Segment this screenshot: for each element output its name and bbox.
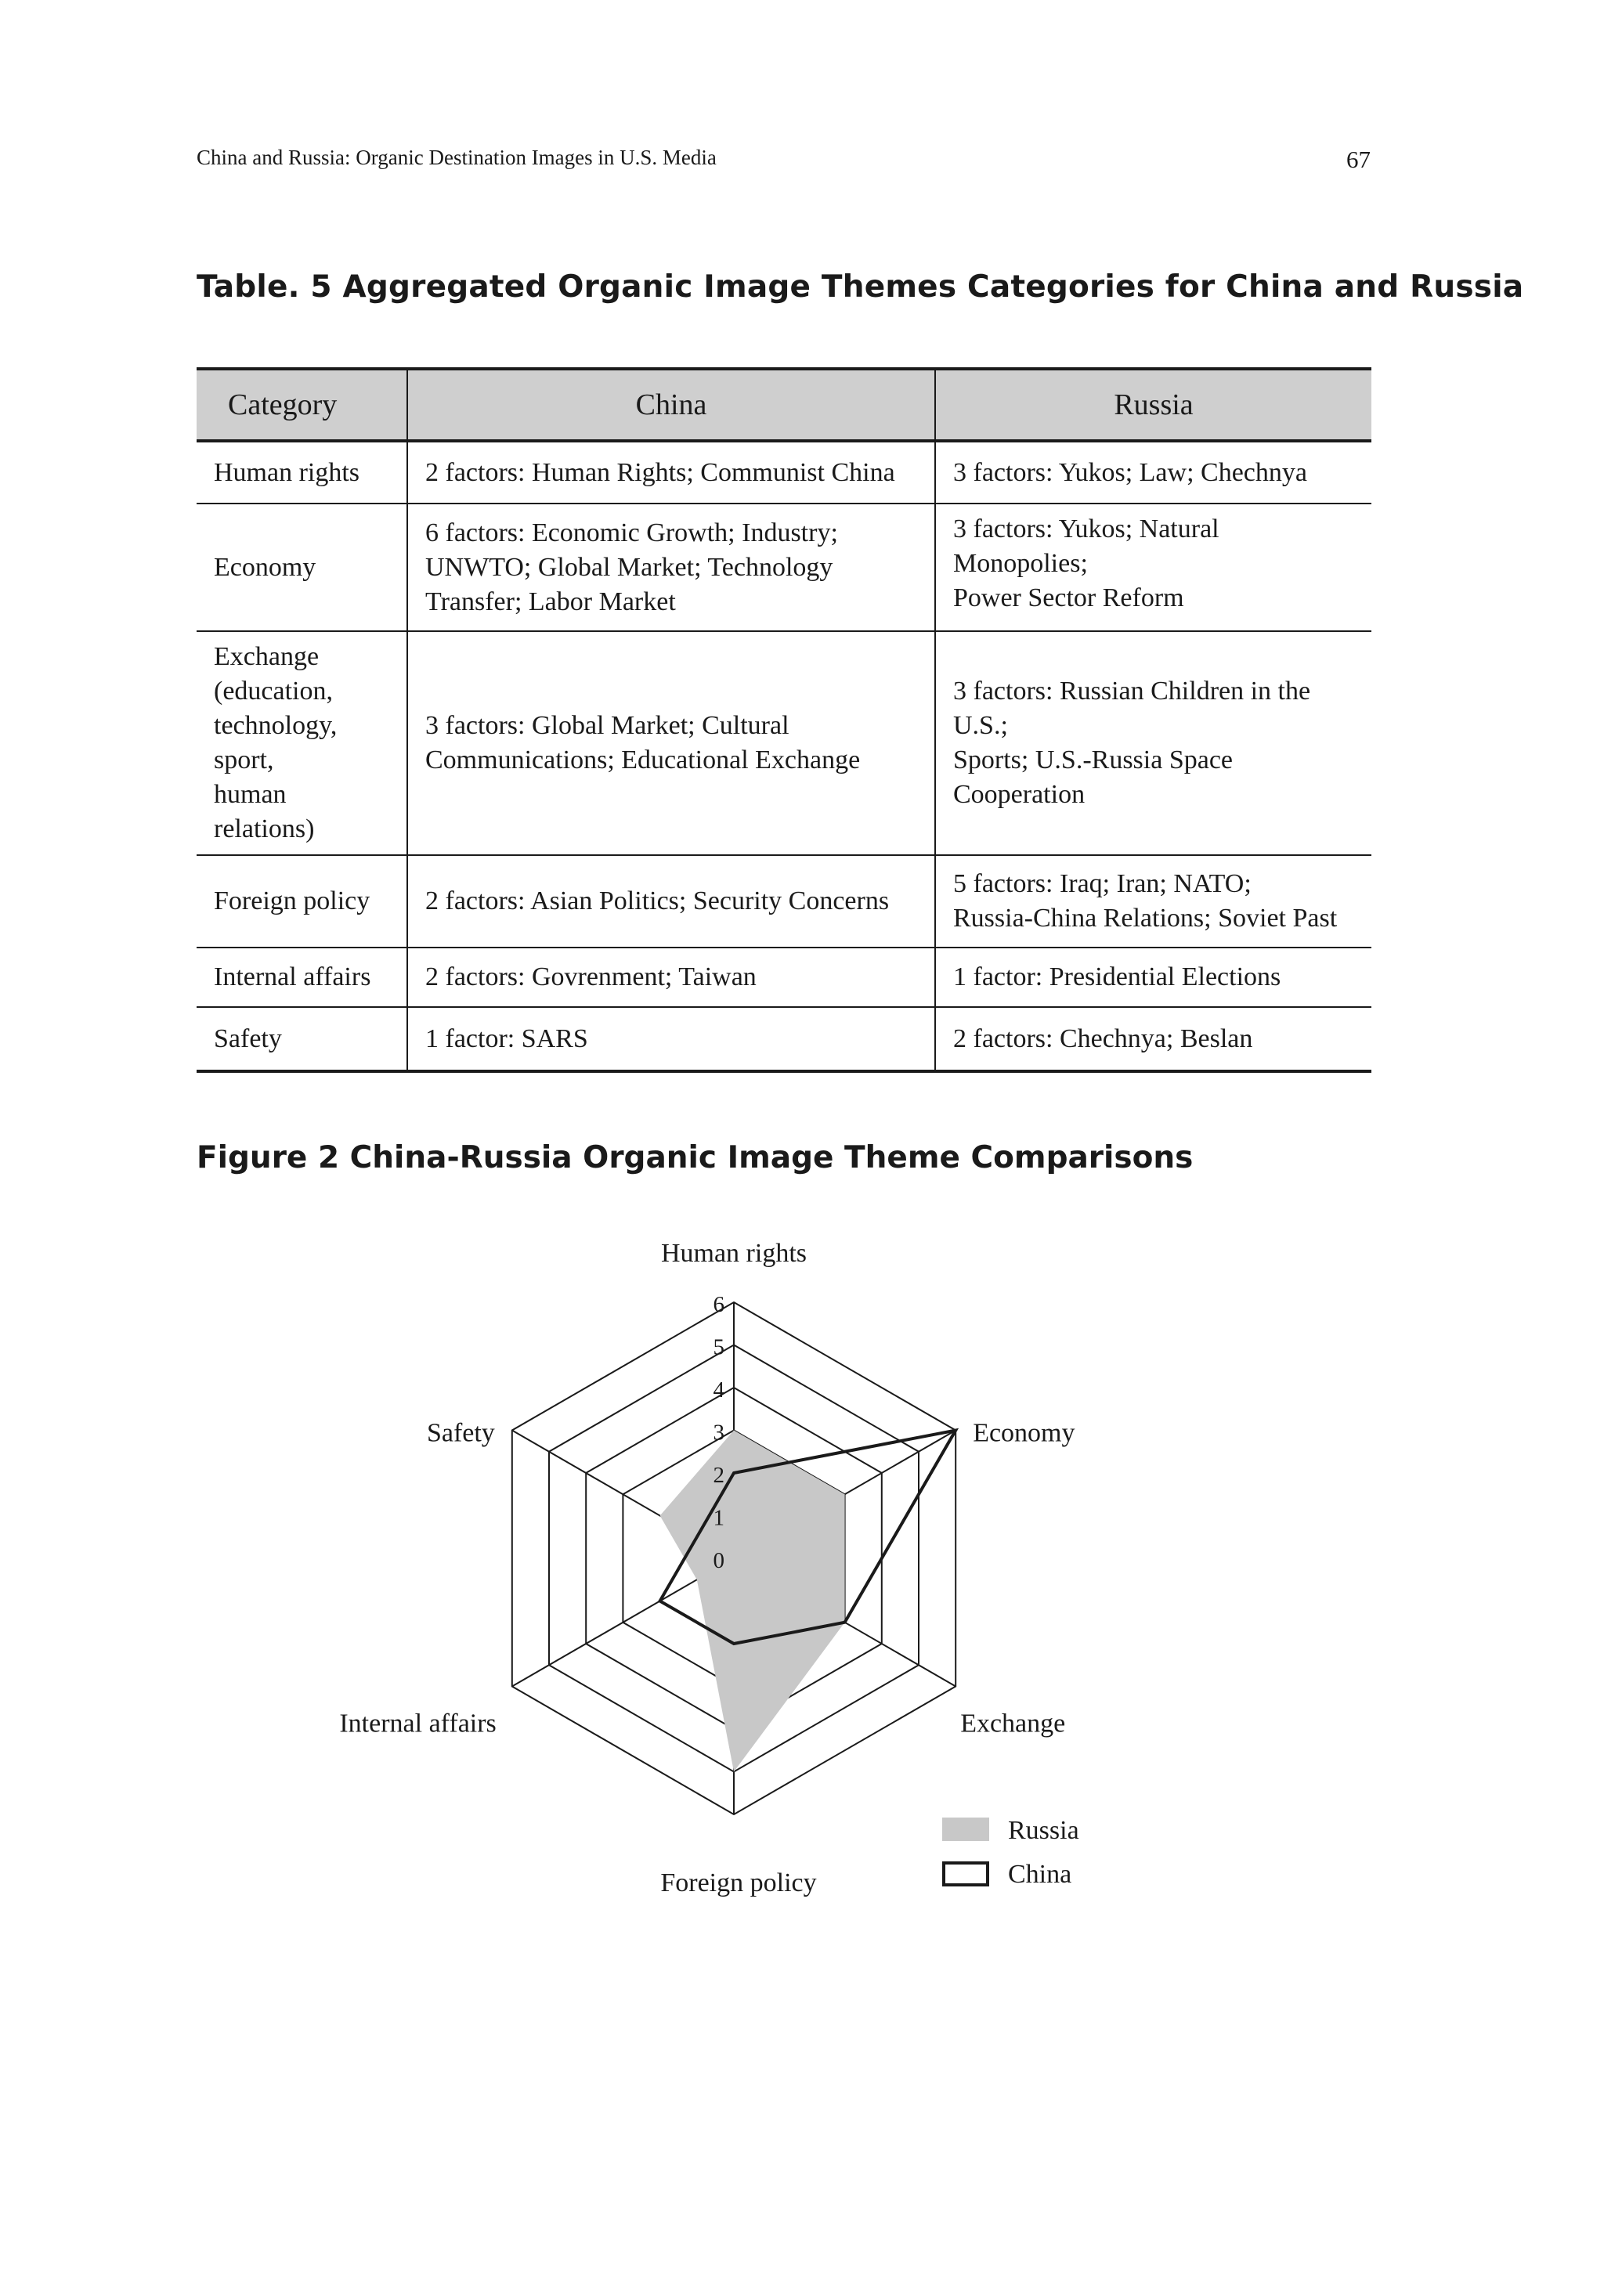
russia-cell: 2 factors: Chechnya; Beslan bbox=[935, 1007, 1371, 1071]
table-row bbox=[197, 504, 1371, 631]
russia-cell: 3 factors: Russian Children in the U.S.; Sports; U.S.-Russia Space Cooperation bbox=[935, 631, 1371, 855]
russia-cell: 3 factors: Yukos; Natural Monopolies; Power Sector Reform bbox=[935, 504, 1371, 631]
header-china: China bbox=[407, 369, 935, 441]
scale-tick-label: 6 bbox=[713, 1292, 724, 1317]
legend-label-china: China bbox=[1008, 1860, 1072, 1889]
legend-swatch-russia bbox=[942, 1818, 989, 1841]
scale-tick-label: 0 bbox=[713, 1548, 724, 1573]
table-row bbox=[197, 948, 1371, 1007]
russia-cell: 3 factors: Yukos; Law; Chechnya bbox=[935, 441, 1371, 504]
radar-series bbox=[660, 1431, 956, 1772]
axis-label: Exchange bbox=[960, 1709, 1066, 1738]
russia-cell: 1 factor: Presidential Elections bbox=[935, 948, 1371, 1007]
running-head: China and Russia: Organic Destination Images in U.S. Media bbox=[197, 146, 717, 169]
china-cell: 6 factors: Economic Growth; Industry; UNWTO; Global Market; Technology Transfer; Labor Market bbox=[407, 504, 935, 631]
header-category: Category bbox=[197, 369, 407, 441]
table-row bbox=[197, 441, 1371, 504]
axis-label: Economy bbox=[973, 1418, 1075, 1448]
scale-tick-label: 2 bbox=[713, 1463, 724, 1488]
table-row bbox=[197, 631, 1371, 855]
radar-chart bbox=[0, 1222, 1604, 1926]
category-cell: Internal affairs bbox=[197, 948, 407, 1007]
table-caption: Table. 5 Aggregated Organic Image Themes Categories for China and Russia bbox=[197, 269, 1524, 305]
page-number: 67 bbox=[1346, 146, 1371, 173]
axis-label: Foreign policy bbox=[660, 1868, 817, 1897]
china-cell: 2 factors: Human Rights; Communist China bbox=[407, 441, 935, 504]
china-cell: 2 factors: Govrenment; Taiwan bbox=[407, 948, 935, 1007]
table-row bbox=[197, 855, 1371, 948]
category-cell: Foreign policy bbox=[197, 855, 407, 948]
table-header-row bbox=[197, 369, 1371, 441]
russia-cell: 5 factors: Iraq; Iran; NATO; Russia-China Relations; Soviet Past bbox=[935, 855, 1371, 948]
series-area-russia bbox=[660, 1431, 845, 1772]
category-cell: Safety bbox=[197, 1007, 407, 1071]
scale-tick-label: 3 bbox=[713, 1420, 724, 1446]
table-row bbox=[197, 1007, 1371, 1071]
category-cell: Economy bbox=[197, 504, 407, 631]
scale-tick-label: 4 bbox=[713, 1377, 724, 1403]
radar-legend bbox=[942, 1816, 1079, 1889]
legend-label-russia: Russia bbox=[1008, 1816, 1079, 1845]
legend-swatch-china bbox=[944, 1863, 988, 1885]
category-cell: Exchange (education, technology, sport, human relations) bbox=[197, 631, 407, 855]
axis-label: Internal affairs bbox=[339, 1709, 497, 1738]
axis-label: Human rights bbox=[660, 1239, 807, 1268]
header-russia: Russia bbox=[935, 369, 1371, 441]
china-cell: 3 factors: Global Market; Cultural Communications; Educational Exchange bbox=[407, 631, 935, 855]
category-cell: Human rights bbox=[197, 441, 407, 504]
axis-label: Safety bbox=[426, 1418, 495, 1448]
china-cell: 2 factors: Asian Politics; Security Concerns bbox=[407, 855, 935, 948]
figure-caption: Figure 2 China-Russia Organic Image Theme Comparisons bbox=[197, 1140, 1194, 1175]
scale-tick-label: 1 bbox=[713, 1505, 724, 1531]
themes-table bbox=[197, 367, 1371, 1073]
scale-tick-label: 5 bbox=[713, 1334, 724, 1360]
china-cell: 1 factor: SARS bbox=[407, 1007, 935, 1071]
